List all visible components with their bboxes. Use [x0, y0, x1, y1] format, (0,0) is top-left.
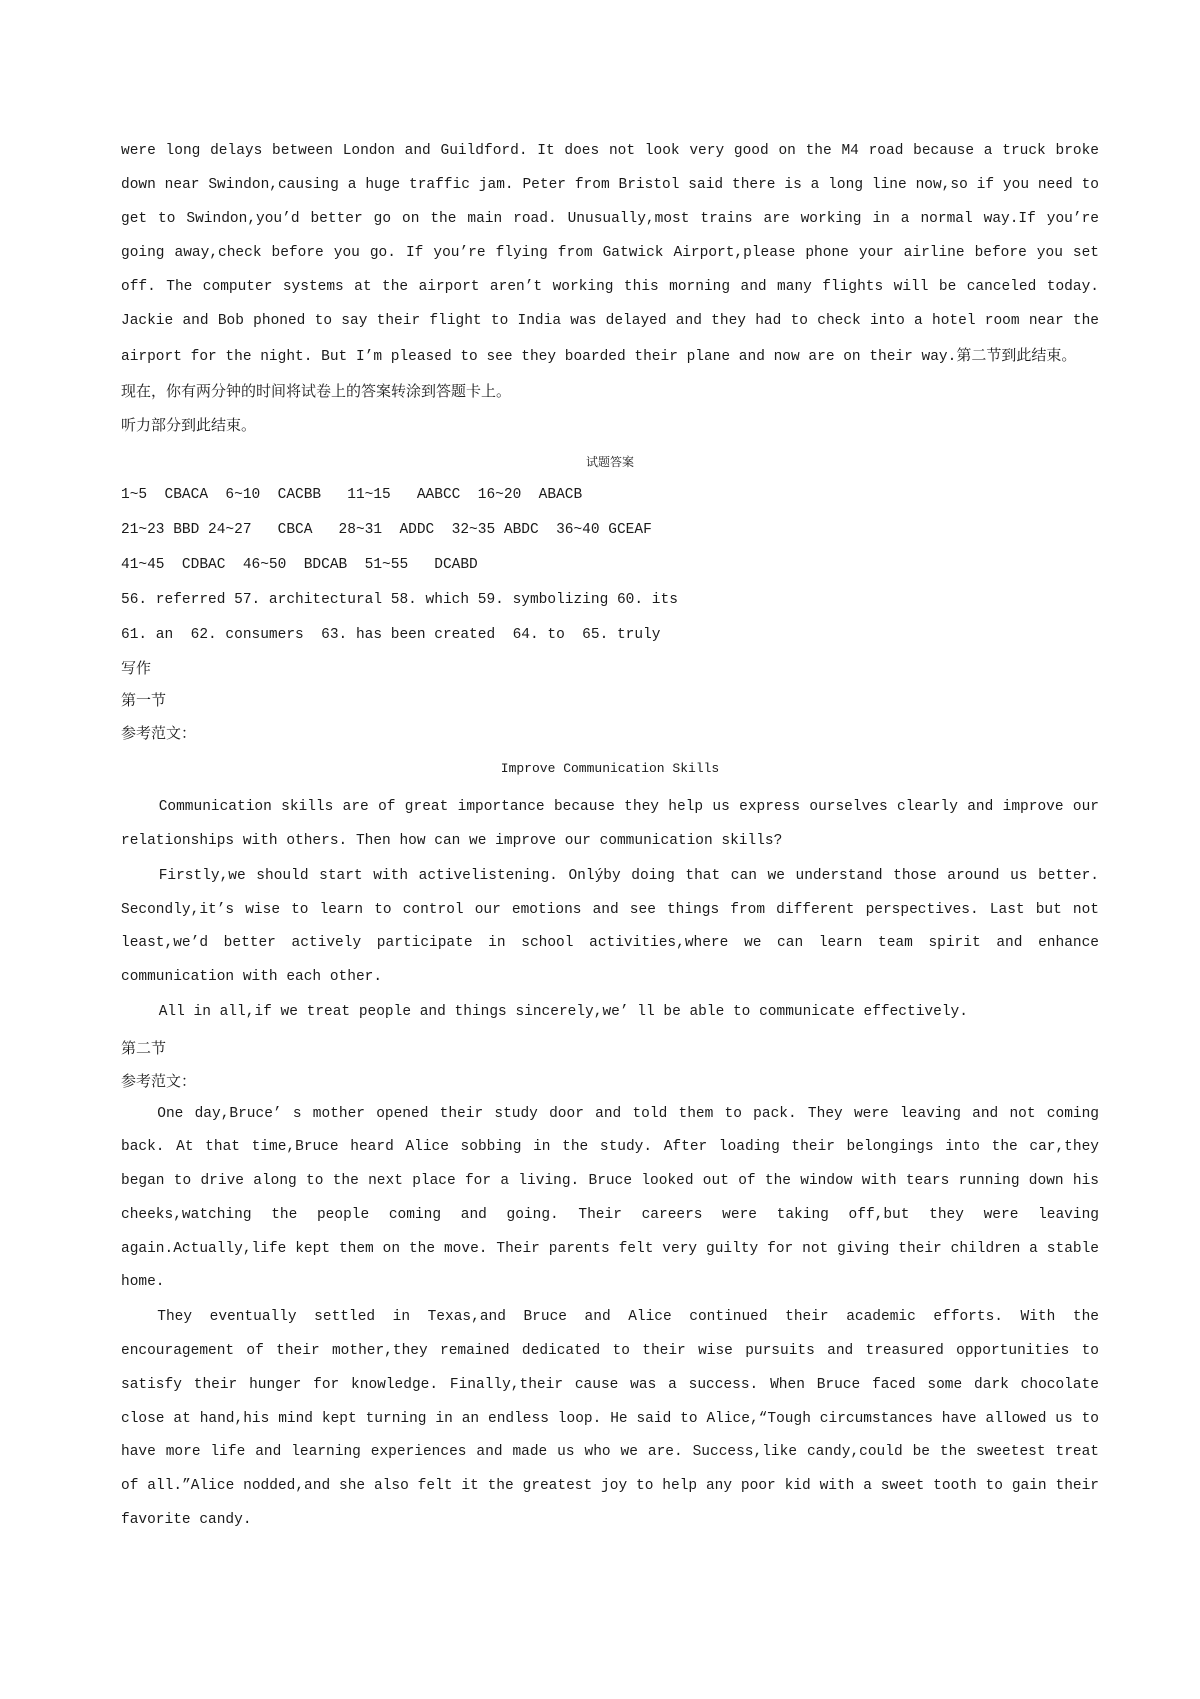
essay1-paragraph: All in all,if we treat people and things sincerely,we’ ll be able to communicate effectively. — [158, 1004, 968, 1020]
essay1-paragraph: Communication skills are of great importance because they help us express ourselves clearly and improve our relationships with others. Then how can we improve our communication skills? — [121, 799, 1099, 849]
section2-label: 第二节 — [121, 1038, 167, 1057]
essay2-paragraph: One day,Bruce’ s mother opened their study door and told them to pack. They were leaving and not coming back. At that time,Bruce heard Alice sobbing in the study. After loading their belongings into the car,they began to drive along to the next place for a living. Bruce looked out of the window with tears running down his cheeks,watching the people coming and going. Their careers were taking off,but they were leaving again.Actually,life kept them on the move. Their parents felt very guilty for not giving their children a stable home. — [121, 1105, 1099, 1291]
answer-line: 1~5 CBACA 6~10 CACBB 11~15 AABCC 16~20 ABACB — [121, 487, 583, 503]
section1-label: 第一节 — [121, 691, 167, 709]
document-page — [121, 134, 1099, 1539]
transfer-instruction: 现在，你有两分钟的时间将试卷上的答案转涂到答题卡上。 — [121, 382, 512, 400]
transcript-text: were long delays between London and Guildford. It does not look very good on the M4 road because a truck broke down near Swindon,causing a huge traffic jam. Peter from Bristol said there is a long line now,so if you need to get to Swindon,you’d better go on the main road. Unusually,most trains are working in a normal way.If you’re going away,check before you go. If you’re flying from Gatwick Airport,please phone your airline before you set off. The computer systems at the airport aren’t working this morning and many flights will be canceled today. Jackie and Bob phoned to say their flight to India was delayed and they had to check into a hotel room near the airport for the night. But I’m pleased to see they boarded their plane and now are on their way. — [121, 143, 1099, 365]
answer-line: 41~45 CDBAC 46~50 BDCAB 51~55 DCABD — [121, 557, 478, 573]
answers-heading: 试题答案 — [585, 455, 634, 469]
answer-key — [121, 478, 1099, 653]
section1-sample-label: 参考范文： — [121, 724, 197, 742]
transcript-end-note: 第二节到此结束。 — [956, 346, 1077, 364]
essay1-paragraph: Firstly,we should start with activelistening. Onlýby doing that can we understand those around us better. Secondly,it’s wise to learn to control our emotions and see things from different perspectives. Last but not least,we’d better actively participate in school activities,where we can learn team spirit and enhance communication with each other. — [121, 868, 1099, 985]
writing-heading: 写作 — [121, 659, 152, 677]
section2-sample-label: 参考范文： — [121, 1071, 197, 1090]
essay2-paragraph: They eventually settled in Texas,and Bruce and Alice continued their academic efforts. With the encouragement of their mother,they remained dedicated to their wise pursuits and treasured opportunities to satisfy their hunger for knowledge. Finally,their cause was a success. When Bruce faced some dark chocolate close at hand,his mind kept turning in an endless loop. He said to Alice,“Tough circumstances have allowed us to have more life and learning experiences and made us who we are. Success,like candy,could be the sweetest treat of all.”Alice nodded,and she also felt it the greatest joy to help any poor kid with a sweet tooth to gain their favorite candy. — [121, 1309, 1099, 1529]
listening-end-note: 听力部分到此结束。 — [121, 416, 257, 434]
answer-line: 56. referred 57. architectural 58. which 59. symbolizing 60. its — [121, 592, 678, 608]
listening-transcript — [121, 134, 1099, 374]
essay-title: Improve Communication Skills — [500, 761, 720, 776]
answer-line: 21~23 BBD 24~27 CBCA 28~31 ADDC 32~35 ABDC 36~40 GCEAF — [121, 522, 652, 538]
answer-line: 61. an 62. consumers 63. has been created 64. to 65. truly — [121, 627, 661, 643]
